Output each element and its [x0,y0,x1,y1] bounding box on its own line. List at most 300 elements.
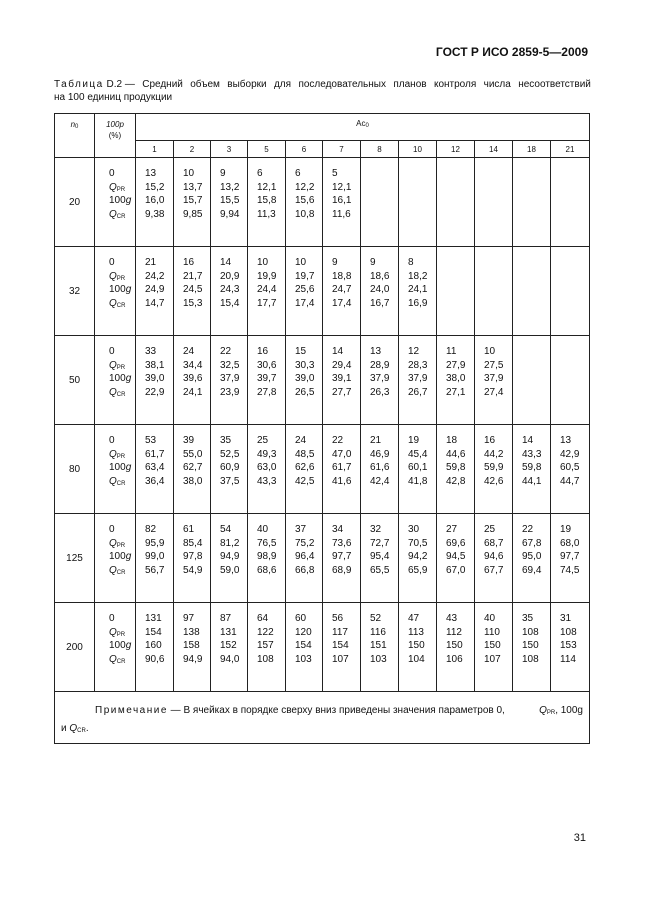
ac-column-header: 12 [437,141,475,158]
table-cell [248,603,286,692]
cell-value: 22 [220,346,232,357]
table-cell [248,336,286,425]
cell-value: 63,4 [145,462,165,473]
cell-value: 11,3 [257,208,276,220]
cell-value: 27,5 [484,359,504,371]
cell-value: 15,3 [183,297,203,309]
cell-value: 23,9 [220,386,240,398]
cell-value: 14 [220,257,232,268]
ac-column-header: 6 [286,141,323,158]
cell-value: 14 [332,346,344,357]
cell-value: 85,4 [183,537,203,549]
cell-value: 117 [332,626,348,638]
ac-column-header: 1 [136,141,174,158]
table-cell [211,247,248,336]
cell-value: 36,4 [145,475,165,487]
n0-value: 200 [55,603,95,692]
parameter-label: $Q_{CR}$ [109,208,126,220]
ac-column-header: 7 [323,141,361,158]
cell-value: 98,9 [257,551,277,562]
table-cell [136,158,174,247]
table-cell [211,425,248,514]
cell-value: 21,7 [183,270,203,282]
cell-value: 18 [446,435,458,446]
cell-value: 12 [408,346,420,357]
table-cell [136,336,174,425]
table-cell [399,425,437,514]
cell-value: 60,9 [220,462,240,473]
table-cell [248,158,286,247]
cell-value: 11 [446,346,457,357]
cell-value: 18,8 [332,270,352,282]
table-cell [211,336,248,425]
cell-value: 19 [560,524,572,535]
document-id: ГОСТ Р ИСО 2859-5—2009 [435,45,588,59]
cell-value: 33 [145,346,157,357]
parameter-labels [95,336,136,425]
cell-value: 44,1 [522,475,542,487]
cell-value: 65,5 [370,564,390,576]
cell-value: 45,4 [408,448,428,460]
table-row [55,514,590,603]
table-note: Примечание — В ячейках в порядке сверху вниз приведены значения параметров 0, $Q_{PR}$, 100g и $Q_{CR}$. [55,692,590,744]
cell-value: 61,6 [370,462,390,473]
cell-value: 19 [408,435,420,446]
table-cell [399,336,437,425]
parameter-label: 100g [109,373,132,384]
cell-value: 10 [295,257,307,268]
cell-value: 61,7 [332,462,352,473]
table-cell [475,336,513,425]
cell-value: 9,85 [183,208,203,220]
table-cell [437,603,475,692]
cell-value: 104 [408,653,425,665]
cell-value: 16,0 [145,195,165,206]
cell-value: 157 [257,640,274,651]
cell-value: 38,0 [183,475,203,487]
cell-value: 9 [332,257,338,268]
cell-value: 9 [220,168,226,179]
table-cell [513,247,551,336]
ac-column-header: 18 [513,141,551,158]
table-cell [286,336,323,425]
table-cell [323,336,361,425]
table-cell [361,247,399,336]
table-cell [361,425,399,514]
cell-value: 25,6 [295,284,315,295]
cell-value: 49,3 [257,448,277,460]
parameter-label: 0 [109,524,115,535]
cell-value: 37,9 [220,373,240,384]
cell-value: 122 [257,626,274,638]
parameter-labels [95,603,136,692]
cell-value: 65,9 [408,564,428,576]
parameter-labels [95,514,136,603]
cell-value: 20,9 [220,270,240,282]
table-row [55,425,590,514]
table-row [55,158,590,247]
cell-value: 15,4 [220,297,240,309]
cell-value: 150 [484,640,501,651]
cell-value: 16 [257,346,269,357]
cell-value: 27,4 [484,386,504,398]
cell-value: 24 [295,435,307,446]
cell-value: 9,94 [220,208,240,220]
cell-value: 95,0 [522,551,542,562]
cell-value: 34,4 [183,359,203,371]
table-cell [323,247,361,336]
parameter-label: $Q_{PR}$ [109,359,126,371]
parameter-labels [95,158,136,247]
cell-value: 22 [332,435,344,446]
cell-value: 42,8 [446,475,466,487]
cell-value: 28,9 [370,359,390,371]
cell-value: 63,0 [257,462,277,473]
cell-value: 19,7 [295,270,315,282]
cell-value: 19,9 [257,270,277,282]
cell-value: 112 [446,626,462,638]
cell-value: 74,5 [560,564,580,576]
header-ac0: $Ac_0$ [136,114,590,141]
cell-value: 14,7 [145,297,165,309]
parameter-labels [95,425,136,514]
cell-value: 44,7 [560,475,580,487]
table-cell [551,247,590,336]
cell-value: 24,4 [257,284,277,295]
cell-value: 110 [484,626,500,638]
cell-value: 138 [183,626,200,638]
cell-value: 90,6 [145,653,165,665]
sample-size-table [54,113,590,744]
cell-value: 37,9 [370,373,390,384]
caption-word: планов [393,79,427,90]
cell-value: 6 [257,168,263,179]
cell-value: 53 [145,435,157,446]
parameter-label: 0 [109,168,115,179]
cell-value: 97,8 [183,551,203,562]
cell-value: 40 [257,524,269,535]
cell-value: 48,5 [295,448,315,460]
table-cell [136,603,174,692]
table-cell [286,425,323,514]
cell-value: 16,7 [370,297,390,309]
cell-value: 16,9 [408,297,428,309]
cell-value: 108 [522,626,539,638]
cell-value: 21 [145,257,157,268]
table-cell [475,514,513,603]
cell-value: 56 [332,613,344,624]
cell-value: 17,4 [295,297,315,309]
table-cell [513,603,551,692]
cell-value: 16 [183,257,195,268]
table-cell [211,603,248,692]
cell-value: 97,7 [332,551,352,562]
cell-value: 44,6 [446,448,466,460]
cell-value: 151 [370,640,387,651]
cell-value: 113 [408,626,424,638]
cell-value: 116 [370,626,386,638]
table-row [55,603,590,692]
cell-value: 24 [183,346,195,357]
cell-value: 152 [220,640,237,651]
cell-value: 21 [370,435,382,446]
table-cell [248,514,286,603]
cell-value: 103 [295,653,312,665]
parameter-label: $Q_{PR}$ [109,448,126,460]
parameter-label: 100g [109,462,132,473]
cell-value: 72,7 [370,537,390,549]
cell-value: 30 [408,524,420,535]
table-cell [286,247,323,336]
cell-value: 54 [220,524,232,535]
parameter-label: $Q_{PR}$ [109,181,126,193]
cell-value: 108 [522,653,539,665]
parameter-label: $Q_{PR}$ [109,270,126,282]
cell-value: 153 [560,640,577,651]
table-cell [323,603,361,692]
parameter-label: 100g [109,195,132,206]
cell-value: 61 [183,524,195,535]
cell-value: 32,5 [220,359,240,371]
cell-value: 68,0 [560,537,580,549]
table-cell [136,514,174,603]
cell-value: 15,5 [220,195,240,206]
parameter-label: $Q_{PR}$ [109,537,126,549]
table-cell [174,514,211,603]
cell-value: 24,2 [145,270,165,282]
table-caption [54,78,591,104]
caption-word: несоответствий [518,79,591,90]
cell-value: 26,7 [408,386,428,398]
cell-value: 95,4 [370,551,390,562]
parameter-label: 100g [109,284,132,295]
ac-column-header: 5 [248,141,286,158]
caption-word: последовательных [298,79,386,90]
cell-value: 158 [183,640,200,651]
cell-value: 35 [522,613,534,624]
cell-value: 18,6 [370,270,390,282]
cell-value: 17,7 [257,297,277,309]
cell-value: 13,7 [183,181,203,193]
cell-value: 150 [522,640,539,651]
cell-value: 75,2 [295,537,315,549]
cell-value: 8 [408,257,414,268]
table-cell [323,425,361,514]
cell-value: 94,6 [484,551,504,562]
table-cell [361,158,399,247]
caption-word: объем [190,79,220,90]
cell-value: 87 [220,613,232,624]
parameter-label: $Q_{CR}$ [109,386,126,398]
table-cell [513,158,551,247]
cell-value: 25 [257,435,269,446]
table-cell [399,247,437,336]
cell-value: 94,2 [408,551,428,562]
cell-value: 66,8 [295,564,315,576]
table-cell [136,425,174,514]
caption-word: выборки [227,79,267,90]
cell-value: 27,7 [332,386,352,398]
parameter-label: 0 [109,346,115,357]
cell-value: 108 [560,626,577,638]
cell-value: 30,6 [257,359,277,371]
cell-value: 46,9 [370,448,390,460]
cell-value: 26,3 [370,386,390,398]
cell-value: 38,1 [145,359,165,371]
parameter-label: $Q_{CR}$ [109,564,126,576]
cell-value: 39 [183,435,195,446]
cell-value: 39,7 [257,373,277,384]
header-100p: 100p (%) [95,114,136,158]
cell-value: 44,2 [484,448,504,460]
cell-value: 28,3 [408,359,428,371]
cell-value: 62,7 [183,462,203,473]
table-cell [174,336,211,425]
table-cell [513,425,551,514]
cell-value: 12,1 [257,181,277,193]
cell-value: 16 [484,435,496,446]
cell-value: 35 [220,435,232,446]
cell-value: 154 [332,640,349,651]
cell-value: 10,8 [295,208,315,220]
cell-value: 67,8 [522,537,542,549]
table-cell [551,603,590,692]
table-cell [475,158,513,247]
cell-value: 150 [408,640,425,651]
cell-value: 24,0 [370,284,390,295]
parameter-label: 0 [109,435,115,446]
table-cell [361,514,399,603]
cell-value: 5 [332,168,338,179]
cell-value: 9 [370,257,376,268]
cell-value: 47,0 [332,448,352,460]
table-cell [437,514,475,603]
cell-value: 15,2 [145,181,165,193]
cell-value: 10 [484,346,496,357]
cell-value: 60,1 [408,462,428,473]
cell-value: 27,8 [257,386,277,398]
table-cell [475,425,513,514]
n0-value: 125 [55,514,95,603]
cell-value: 29,4 [332,359,352,371]
cell-value: 37,9 [484,373,504,384]
caption-word: контроля [433,79,477,90]
table-cell [323,514,361,603]
cell-value: 37 [295,524,307,535]
cell-value: 30,3 [295,359,315,371]
n0-value: 80 [55,425,95,514]
cell-value: 39,6 [183,373,203,384]
caption-word: Средний [142,79,183,90]
cell-value: 59,9 [484,462,504,473]
cell-value: 14 [522,435,534,446]
ac-column-header: 21 [551,141,590,158]
parameter-label: $Q_{PR}$ [109,626,126,638]
table-cell [399,158,437,247]
parameter-label: 0 [109,257,115,268]
cell-value: 59,8 [446,462,466,473]
cell-value: 32 [370,524,382,535]
cell-value: 27,9 [446,359,466,371]
cell-value: 52 [370,613,382,624]
cell-value: 41,6 [332,475,352,487]
table-cell [211,514,248,603]
cell-value: 131 [220,626,237,638]
cell-value: 15,7 [183,195,203,206]
cell-value: 59,0 [220,564,240,576]
cell-value: 95,9 [145,537,165,549]
ac-column-header: 2 [174,141,211,158]
table-cell [248,247,286,336]
caption-label: Таблица [54,79,104,90]
cell-value: 24,1 [183,386,203,398]
table-cell [513,514,551,603]
cell-value: 106 [446,653,463,665]
cell-value: 37,9 [408,373,428,384]
cell-value: 31 [560,613,572,624]
cell-value: 6 [295,168,301,179]
cell-value: 17,4 [332,297,352,309]
cell-value: 97 [183,613,195,624]
ac-column-header: 14 [475,141,513,158]
parameter-label: 0 [109,613,115,624]
cell-value: 150 [446,640,463,651]
table-cell [551,158,590,247]
cell-value: 120 [295,626,312,638]
cell-value: 22,9 [145,386,165,398]
cell-value: 61,7 [145,448,165,460]
table-cell [475,603,513,692]
cell-value: 34 [332,524,344,535]
cell-value: 59,8 [522,462,542,473]
cell-value: 42,9 [560,448,580,460]
cell-value: 9,38 [145,208,165,220]
cell-value: 10 [183,168,195,179]
table-cell [286,603,323,692]
cell-value: 55,0 [183,448,203,460]
cell-value: 25 [484,524,496,535]
parameter-label: 100g [109,551,132,562]
table-cell [437,425,475,514]
cell-value: 76,5 [257,537,277,549]
table-cell [136,247,174,336]
cell-value: 15 [295,346,307,357]
header-n0: $n_0$ [55,114,95,158]
n0-value: 50 [55,336,95,425]
table-cell [286,158,323,247]
cell-value: 13,2 [220,181,240,193]
parameter-label: 100g [109,640,132,651]
cell-value: 13 [145,168,157,179]
table-cell [174,158,211,247]
cell-value: 67,0 [446,564,466,576]
cell-value: 47 [408,613,420,624]
cell-value: 154 [145,626,162,638]
cell-value: 39,1 [332,373,352,384]
table-row [55,336,590,425]
table-cell [475,247,513,336]
cell-value: 39,0 [145,373,165,384]
cell-value: 41,8 [408,475,428,487]
caption-line-1 [54,78,591,91]
ac-column-header: 3 [211,141,248,158]
cell-value: 13 [370,346,382,357]
cell-value: 69,4 [522,564,542,576]
cell-value: 114 [560,653,576,665]
table-cell [361,603,399,692]
cell-value: 67,7 [484,564,504,576]
cell-value: 73,6 [332,537,352,549]
